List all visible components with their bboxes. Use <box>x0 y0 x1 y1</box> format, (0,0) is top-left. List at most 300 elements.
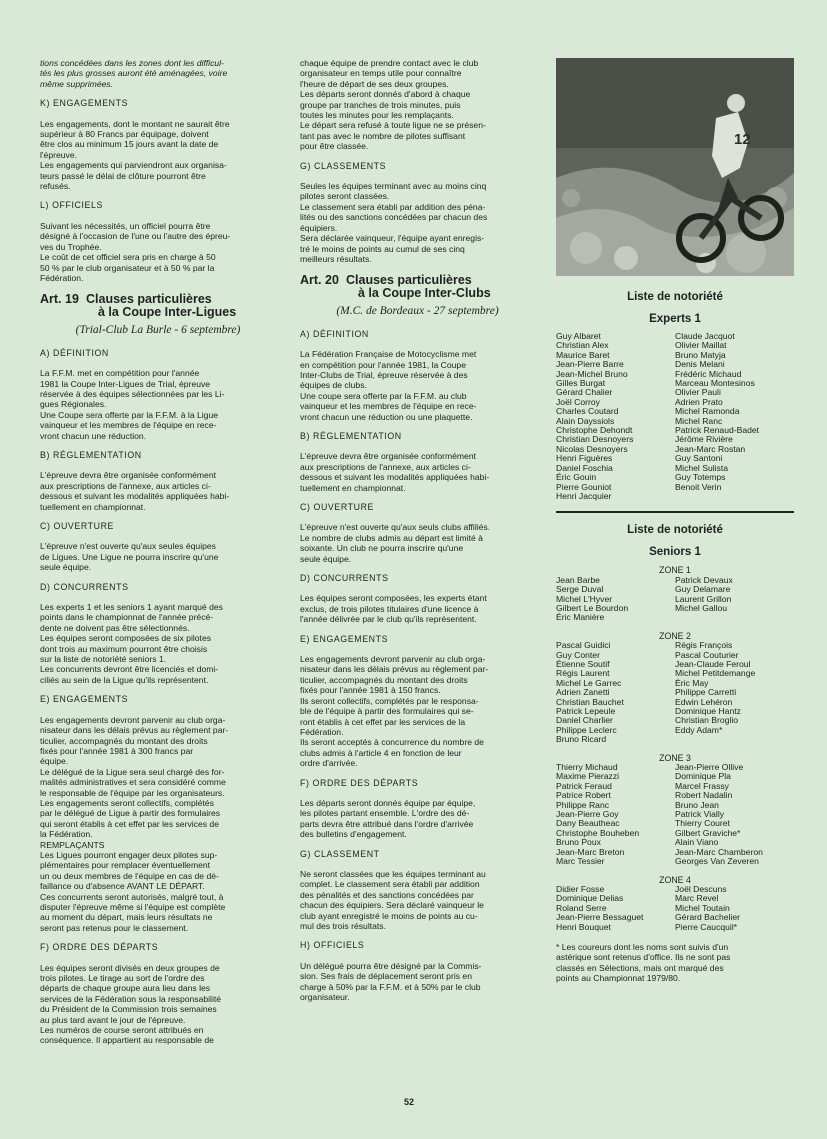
name-row: Jean-Pierre Ollive <box>675 762 744 773</box>
text-line: du Président de la Commission trois semaines <box>40 1004 217 1015</box>
text-line: Les équipes seront composées, les experts étant <box>300 593 487 604</box>
text-line: aux prescriptions de l'annexe, aux articles ci- <box>40 480 211 491</box>
text-line: des pénalités et des sanctions concédées par <box>300 889 474 900</box>
name-row: Jean Barbe <box>556 574 600 585</box>
text-line: Une coupe sera offerte par la F.F.M. au club <box>300 390 467 401</box>
text-line: l'heure de départ de ses deux groupes. <box>300 78 449 89</box>
name-row: Bruno Poux <box>556 837 601 848</box>
name-row: Dominique Pla <box>675 771 731 782</box>
name-row: Jean-Marc Rostan <box>675 443 746 454</box>
text-line: Les équipes seront divisés en deux groupes de <box>40 962 220 973</box>
name-row: Alain Viano <box>675 837 719 848</box>
text-line: un ou deux membres de l'équipe en cas de dé- <box>40 870 219 881</box>
zone-label: ZONE 1 <box>659 565 691 576</box>
art19-f-heading: F) ORDRE DES DÉPARTS <box>40 942 159 953</box>
text-line: Fédération. <box>40 272 84 283</box>
art18-continued-paragraph <box>300 58 535 152</box>
name-row: Michel Ranc <box>675 415 723 426</box>
art19-a-heading: A) DÉFINITION <box>40 347 109 358</box>
text-line: fixés pour l'année 1981 à 150 francs. <box>300 685 441 696</box>
art19-b-paragraph <box>40 470 276 512</box>
text-line: équipe. <box>40 756 69 767</box>
text-line: Les engagements qui parviendront aux organisa- <box>40 160 227 171</box>
art20-h-paragraph <box>300 961 535 1003</box>
text-line: gues Régionales. <box>40 399 107 410</box>
art19-c-heading: C) OUVERTURE <box>40 521 114 531</box>
name-row: Frédéric Michaud <box>675 368 742 379</box>
art20-title-line1: Clauses particulières <box>346 273 472 288</box>
name-row: Christian Broglio <box>675 715 739 726</box>
art18-g-paragraph <box>300 181 535 264</box>
art19-e-paragraph <box>40 715 276 934</box>
text-line: dont trois au maximum pourront être choisis <box>40 643 208 654</box>
text-line: 1981 la Coupe Inter-Ligues de Trial, épreuve <box>40 378 211 389</box>
text-line: vainqueur et les membres de l'équipe en rece- <box>300 401 477 412</box>
text-line: faillance ou d'absence AVANT LE DÉPART. <box>40 881 205 892</box>
text-line: charge à 50% par la F.F.M. et à 50% par le club <box>300 981 481 992</box>
text-line: Le classement sera établi par addition des péna- <box>300 201 486 212</box>
name-row: Michel Ramonda <box>675 406 740 417</box>
l-paragraph <box>40 221 276 283</box>
zone-right-column <box>675 632 794 745</box>
text-line: tré le moins de points au cumul de ses cinq <box>300 243 465 254</box>
art20-f-paragraph <box>300 798 535 840</box>
text-line: aux prescriptions de l'annexe, aux articles ci- <box>300 461 471 472</box>
art20-a-paragraph <box>300 349 535 422</box>
zone-list <box>556 632 794 745</box>
name-row: Christian Desnoyers <box>556 434 634 445</box>
text-line: pour être classée. <box>300 141 369 152</box>
name-row: Thierry Couret <box>675 818 730 829</box>
text-line: classés en Sélections, mais ont marqué des <box>556 962 724 973</box>
name-row: Daniel Charlier <box>556 715 613 726</box>
name-row: Guy Delamare <box>675 584 731 595</box>
text-line: en compétition pour l'année 1981, la Coupe <box>300 359 466 370</box>
text-line: désigné à l'occasion de l'une ou l'autre des épreu- <box>40 231 231 242</box>
experts-left-column <box>556 332 675 501</box>
name-row: Robert Nadalin <box>675 790 733 801</box>
text-line: Les départs seront donnés équipe par équipe, <box>300 797 476 808</box>
name-row: Claude Jacquot <box>675 331 735 341</box>
name-row: Marcel Frassy <box>675 780 729 791</box>
text-line: Le nombre de clubs admis au départ est limité à <box>300 532 483 543</box>
list2-subtitle: Seniors 1 <box>649 546 701 559</box>
art20-a-heading: A) DÉFINITION <box>300 328 369 339</box>
zone-right-column <box>675 566 794 622</box>
text-line: dente ne doivent pas être sélectionnés. <box>40 622 190 633</box>
name-row: Gilbert Graviche* <box>675 827 741 838</box>
name-row: Marceau Montesinos <box>675 378 755 389</box>
name-row: Guy Albaret <box>556 331 601 341</box>
text-line: tant pas avec le nombre de pilotes suffisant <box>300 130 466 141</box>
list2-title: Liste de notoriété <box>627 524 723 537</box>
text-line: Les experts 1 et les seniors 1 ayant marqué des <box>40 602 223 613</box>
text-line: Le délégué de la Ligue sera seul chargé des for- <box>40 766 225 777</box>
zone-list <box>556 566 794 622</box>
text-line: seront pas retenus pour le classement. <box>40 922 189 933</box>
name-row: Daniel Foschia <box>556 462 613 473</box>
text-line: teurs passé le délai de clôture pourront être <box>40 170 206 181</box>
text-line: chacun des équipiers. Sera déclaré vainqueur le <box>300 900 484 911</box>
name-row: Olivier Pauli <box>675 387 721 398</box>
text-line: L'épreuve devra être organisée conformément <box>300 451 477 462</box>
art19-a-paragraph <box>40 368 276 441</box>
name-row: Michel Petitdemange <box>675 668 756 679</box>
name-row: Michel Gallou <box>675 602 728 613</box>
text-line: Les engagements devront parvenir au club orga- <box>300 654 486 665</box>
name-row: Pascal Couturier <box>675 649 739 660</box>
column-2 <box>300 58 535 1011</box>
text-line: au plus tard avant le jour de l'épreuve. <box>40 1014 186 1025</box>
text-line: de Ligues. Une Ligue ne pourra inscrire qu'une <box>40 551 219 562</box>
name-row: Benoit Verin <box>675 481 722 492</box>
name-row: Adrien Prato <box>675 396 723 407</box>
name-row: Régis Laurent <box>556 668 610 679</box>
name-row: Jean-Marc Chamberon <box>675 846 763 857</box>
name-row: Patrick Renaud-Badet <box>675 425 760 436</box>
art20-c-heading: C) OUVERTURE <box>300 502 374 512</box>
zone-left-column <box>556 754 675 867</box>
k-heading: K) ENGAGEMENTS <box>40 98 129 109</box>
name-row: Jean-Michel Bruno <box>556 368 628 379</box>
text-line: Sera déclarée vainqueur, l'équipe ayant enregis- <box>300 233 485 244</box>
text-line: parts devra être attribué dans l'ordre d'arrivée <box>300 818 474 829</box>
text-line: l'épreuve. <box>40 149 77 160</box>
text-line: * Les coureurs dont les noms sont suivis d'un <box>556 941 729 952</box>
text-line: Les engagements, dont le montant ne saurait être <box>40 118 230 129</box>
art19-subtitle: (Trial-Club La Burle - 6 septembre) <box>75 324 241 337</box>
art20-g-heading: G) CLASSEMENT <box>300 848 380 859</box>
text-line: Ne seront classées que les équipes terminant au <box>300 868 486 879</box>
name-row: Charles Coutard <box>556 406 619 417</box>
name-row: Dany Beautheac <box>556 818 620 829</box>
text-line: Une Coupe sera offerte par la F.F.M. à la Ligue <box>40 409 219 420</box>
name-row: Gilles Burgat <box>556 378 606 389</box>
text-line: trois pilotes. Le tirage au sort de l'ordre des <box>40 973 205 984</box>
text-line: des bulletins d'engagement. <box>300 829 407 840</box>
text-line: départs de chaque groupe aura lieu dans les <box>40 983 211 994</box>
zone-left-column <box>556 876 675 932</box>
name-row: Denis Melani <box>675 359 725 370</box>
name-row: Marc Tessier <box>556 856 605 867</box>
name-row: Michel Toutain <box>675 902 730 913</box>
text-line: L'épreuve n'est ouverte qu'aux seuls clubs affiliés. <box>300 522 491 533</box>
name-row: Christian Alex <box>556 340 609 351</box>
text-line: Un délégué pourra être désigné par la Commis- <box>300 960 482 971</box>
name-row: Pierre Gouniot <box>556 481 612 492</box>
art20-e-heading: E) ENGAGEMENTS <box>300 633 389 644</box>
name-row: Nicolas Desnoyers <box>556 443 628 454</box>
text-line: La Fédération Française de Motocyclisme met <box>300 349 477 360</box>
name-row: Christophe Dehondt <box>556 425 633 436</box>
name-row: Henri Figuères <box>556 453 613 464</box>
text-line: Inter-Clubs de Trial, épreuve réservée à des <box>300 369 468 380</box>
text-line: qui seront établis à cet effet par les services de <box>40 818 219 829</box>
name-row: Eddy Adam* <box>675 724 723 735</box>
text-line: plémentaires pour remplacer éventuellement <box>40 860 211 871</box>
name-row: Maxime Pierazzi <box>556 771 620 782</box>
text-line: meilleurs résultats. <box>300 253 372 264</box>
name-row: Guy Santoni <box>675 453 723 464</box>
art20-e-paragraph <box>300 654 535 768</box>
art20-b-heading: B) RÉGLEMENTATION <box>300 430 402 441</box>
name-row: Alain Dayssiols <box>556 415 615 426</box>
text-line: Les engagements devront parvenir au club orga- <box>40 714 226 725</box>
name-row: Pierre Caucquil* <box>675 921 738 932</box>
art20-g-paragraph <box>300 869 535 931</box>
name-row: Philippe Leclerc <box>556 724 617 735</box>
intro-paragraph <box>40 58 276 89</box>
art19-title-line1: Clauses particulières <box>86 292 212 307</box>
zone-label: ZONE 3 <box>659 752 691 763</box>
text-line: L'épreuve n'est ouverte qu'aux seules équipes <box>40 541 216 552</box>
svg-text:12: 12 <box>734 131 751 148</box>
text-line: clubs admis à l'article 4 en fonction de leur <box>300 747 462 758</box>
name-row: Didier Fosse <box>556 883 605 894</box>
name-row: Michel Le Garrec <box>556 677 622 688</box>
text-line: Seules les équipes terminant avec au moins cinq <box>300 181 487 192</box>
name-row: Pascal Guidici <box>556 640 611 651</box>
experts-list <box>556 332 794 501</box>
text-line: Ils seront acceptés à concurrence du nombre de <box>300 737 484 748</box>
text-line: Suivant les nécessités, un officiel pourra être <box>40 220 211 231</box>
name-row: Éric Gouin <box>556 472 597 483</box>
text-line: les pilotes partant ensemble. L'ordre des dé- <box>300 808 470 819</box>
name-row: Éric May <box>675 677 709 688</box>
column-1 <box>40 58 276 1055</box>
text-line: réservée à des équipes sélectionnées par les Li- <box>40 388 225 399</box>
text-line: même supprimées. <box>40 78 114 89</box>
art20-title <box>300 274 535 300</box>
name-row: Philippe Carretti <box>675 687 737 698</box>
zone-left-column <box>556 566 675 622</box>
text-line: 50 % par le club organisateur et à 50 % par la <box>40 262 215 273</box>
name-row: Christophe Bouheben <box>556 827 640 838</box>
name-row: Éric Manière <box>556 612 605 623</box>
name-row: Michel L'Hyver <box>556 593 613 604</box>
name-row: Joël Corroy <box>556 396 600 407</box>
art20-subtitle: (M.C. de Bordeaux - 27 septembre) <box>336 305 499 318</box>
text-line: fixés pour l'année 1981 à 300 francs par <box>40 745 194 756</box>
text-line: disputer l'épreuve même si l'équipe est complète <box>40 902 226 912</box>
name-row: Jean-Pierre Bessaguet <box>556 912 644 923</box>
text-line: groupe par tranches de trois minutes, puis <box>300 99 461 110</box>
name-row: Henri Jacquier <box>556 490 612 501</box>
zones <box>556 565 794 932</box>
section-divider <box>556 511 794 513</box>
text-line: tés les plus grosses auront été aménagées, voire <box>40 68 228 79</box>
text-line: par le délégué de Ligue à partir des formulaires <box>40 808 221 819</box>
text-line: Les départs seront donnés d'abord à chaque <box>300 89 471 100</box>
text-line: tions concédées dans les zones dont les difficul- <box>40 58 224 68</box>
zone-label: ZONE 4 <box>659 874 691 885</box>
text-line: nisateur dans les délais prévus au règlement par- <box>40 725 229 736</box>
text-line: soixante. Un club ne pourra inscrire qu'une <box>300 543 464 554</box>
name-row: Maurice Baret <box>556 349 610 360</box>
name-row: Laurent Grillon <box>675 593 732 604</box>
text-line: la Fédération. <box>40 829 93 840</box>
text-line: seule équipe. <box>300 553 352 564</box>
text-line: ciliés au sein de la Ligue qu'ils représentent. <box>40 674 209 685</box>
text-line: supérieur à 80 Francs par équipage, doivent <box>40 129 209 140</box>
name-row: Dominique Delias <box>556 893 624 904</box>
text-line: chaque équipe de prendre contact avec le club <box>300 58 479 68</box>
art19-number: Art. 19 <box>40 292 79 307</box>
name-row: Patrick Vially <box>675 809 725 820</box>
name-row: Edwin Lehéron <box>675 696 733 707</box>
text-line: malités administratives et sera considéré comme <box>40 777 226 788</box>
name-row: Marc Revel <box>675 893 719 904</box>
art19-c-paragraph <box>40 541 276 572</box>
text-line: équipiers. <box>300 222 338 233</box>
text-line: exclus, de trois pilotes titulaires d'une licence à <box>300 603 479 614</box>
name-row: Jean-Pierre Goy <box>556 809 619 820</box>
text-line: le responsable de l'équipe par les organisateurs. <box>40 787 225 798</box>
text-line: services de la Fédération sous la responsabilité <box>40 993 222 1004</box>
name-row: Jérôme Rivière <box>675 434 733 445</box>
name-row: Patrice Robert <box>556 790 611 801</box>
art19-e-heading: E) ENGAGEMENTS <box>40 694 129 705</box>
zone-left-column <box>556 632 675 745</box>
text-line: Ils seront collectifs, complétés par le responsa- <box>300 695 479 706</box>
text-line: club ayant enregistré le moins de points au cu- <box>300 910 478 921</box>
text-line: Les Ligues pourront engager deux pilotes sup- <box>40 849 218 860</box>
text-line: équipes de clubs. <box>300 380 367 391</box>
text-line: ront établis à cet effet par les services de la <box>300 716 466 727</box>
text-line: sion. Ses frais de déplacement seront pris en <box>300 971 472 982</box>
art20-b-paragraph <box>300 451 535 493</box>
text-line: sur la liste de notoriété seniors 1. <box>40 654 167 665</box>
art20-d-paragraph <box>300 593 535 624</box>
zone-list <box>556 876 794 932</box>
art19-title-line2: à la Coupe Inter-Ligues <box>98 305 237 320</box>
name-row: Étienne Soutif <box>556 658 610 669</box>
text-line: organisateur. <box>300 992 350 1003</box>
text-line: vront chacun une réduction. <box>40 430 147 441</box>
name-row: Bruno Ricard <box>556 734 607 745</box>
name-row: Jean-Pierre Barre <box>556 359 624 370</box>
name-row: Régis François <box>675 640 733 651</box>
text-line: au moment du départ, mais leurs résultats ne <box>40 912 213 923</box>
text-line: ticulier, accompagnés du montant des droits <box>300 674 468 685</box>
text-line: points dans le championnat de l'année précé- <box>40 612 214 623</box>
text-line: toutes les minutes pour les remplaçants. <box>300 110 454 121</box>
name-row: Bruno Matyja <box>675 349 726 360</box>
zone-label: ZONE 2 <box>659 630 691 641</box>
name-row: Patrick Feraud <box>556 780 612 791</box>
text-line: complet. Le classement sera établi par addition <box>300 879 480 890</box>
name-row: Serge Duval <box>556 584 604 595</box>
text-line: Les engagements seront collectifs, complétés <box>40 797 214 808</box>
name-row: Bruno Jean <box>675 799 719 810</box>
trial-rider-photo <box>556 58 794 276</box>
name-row: Guy Conter <box>556 649 600 660</box>
text-line: ticulier, accompagnés du montant des droits <box>40 735 208 746</box>
name-row: Thierry Michaud <box>556 762 618 773</box>
art19-d-paragraph <box>40 602 276 685</box>
text-line: Le coût de cet officiel sera pris en charge à 50 <box>40 252 216 263</box>
text-line: seule équipe. <box>40 562 92 573</box>
text-line: mul des trois résultats. <box>300 921 386 931</box>
text-line: conséquence. Il appartient au responsable de <box>40 1035 214 1046</box>
name-row: Adrien Zanetti <box>556 687 610 698</box>
text-line: organisateur en temps utile pour connaître <box>300 68 462 79</box>
name-row: Gérard Chalier <box>556 387 613 398</box>
text-line: Ces concurrents seront autorisés, malgré tout, à <box>40 891 224 902</box>
text-line: nisateur dans les délais prévus au règlement par- <box>300 664 489 675</box>
list1-subtitle: Experts 1 <box>649 313 701 325</box>
text-line: dessous et suivant les modalités appliquées habi- <box>40 491 230 502</box>
art20-title-line2: à la Coupe Inter-Clubs <box>358 286 491 301</box>
column-3 <box>556 58 794 993</box>
text-line: ordre d'arrivée. <box>300 758 358 769</box>
text-line: La F.F.M. met en compétition pour l'année <box>40 368 200 379</box>
name-row: Roland Serre <box>556 902 607 913</box>
art19-f-paragraph <box>40 963 276 1046</box>
art19-title <box>40 293 276 319</box>
name-row: Patrick Lepeule <box>556 706 616 716</box>
zone-right-column <box>675 754 794 867</box>
zone-list <box>556 754 794 867</box>
art20-d-heading: D) CONCURRENTS <box>300 573 389 584</box>
art20-f-heading: F) ORDRE DES DÉPARTS <box>300 777 419 788</box>
text-line: Les équipes seront composées de six pilotes <box>40 633 212 644</box>
text-line: ves du Trophée. <box>40 241 102 252</box>
list1-title: Liste de notoriété <box>627 291 723 303</box>
name-row: Georges Van Zeveren <box>675 856 759 867</box>
name-row: Jean-Claude Feroul <box>675 658 751 669</box>
name-row: Patrick Devaux <box>675 574 733 585</box>
text-line: vront chacun une réduction ou une plaquette. <box>300 411 473 422</box>
text-line: l'année délivrée par le club qu'ils représentent. <box>300 614 477 625</box>
text-line: REMPLAÇANTS <box>40 839 105 850</box>
text-line: refusés. <box>40 181 71 192</box>
k-paragraph <box>40 119 276 192</box>
l-heading: L) OFFICIELS <box>40 200 103 211</box>
art19-b-heading: B) RÉGLEMENTATION <box>40 449 142 460</box>
art20-number: Art. 20 <box>300 273 339 288</box>
art19-d-heading: D) CONCURRENTS <box>40 581 129 592</box>
footnote <box>556 942 794 984</box>
text-line: points au Championnat 1979/80. <box>556 973 681 984</box>
text-line: Fédération. <box>300 726 344 737</box>
text-line: Le départ sera refusé à toute ligue ne se présen- <box>300 120 486 131</box>
name-row: Christian Bauchet <box>556 696 624 707</box>
name-row: Henri Bouquet <box>556 921 611 932</box>
text-line: L'épreuve devra être organisée conformément <box>40 470 217 481</box>
art20-h-heading: H) OFFICIELS <box>300 940 365 951</box>
name-row: Olivier Maillat <box>675 340 727 351</box>
name-row: Guy Totemps <box>675 472 726 483</box>
page-number: 52 <box>404 1097 415 1107</box>
text-line: lités ou des sanctions concédées par chacun des <box>300 212 488 223</box>
text-line: être clos au minimum 15 jours avant la date de <box>40 139 219 150</box>
text-line: dessous et suivant les modalités appliquées habi- <box>300 472 490 483</box>
art20-c-paragraph <box>300 522 535 564</box>
zone-right-column <box>675 876 794 932</box>
name-row: Gilbert Le Bourdon <box>556 602 629 613</box>
name-row: Michel Sulista <box>675 462 729 473</box>
text-line: vainqueur et les membres de l'équipe en rece- <box>40 420 217 431</box>
name-row: Philippe Ranc <box>556 799 610 810</box>
text-line: tuellement en championnat. <box>300 482 406 493</box>
text-line: Les concurrents devront être licenciés et domi- <box>40 664 219 675</box>
text-line: tuellement en championnat. <box>40 501 146 512</box>
art18-g-heading: G) CLASSEMENTS <box>300 160 387 171</box>
name-row: Dominique Hantz <box>675 706 741 716</box>
text-line: ble de l'équipe à partir des formulaires qui se- <box>300 706 474 717</box>
name-row: Gérard Bachelier <box>675 912 740 923</box>
